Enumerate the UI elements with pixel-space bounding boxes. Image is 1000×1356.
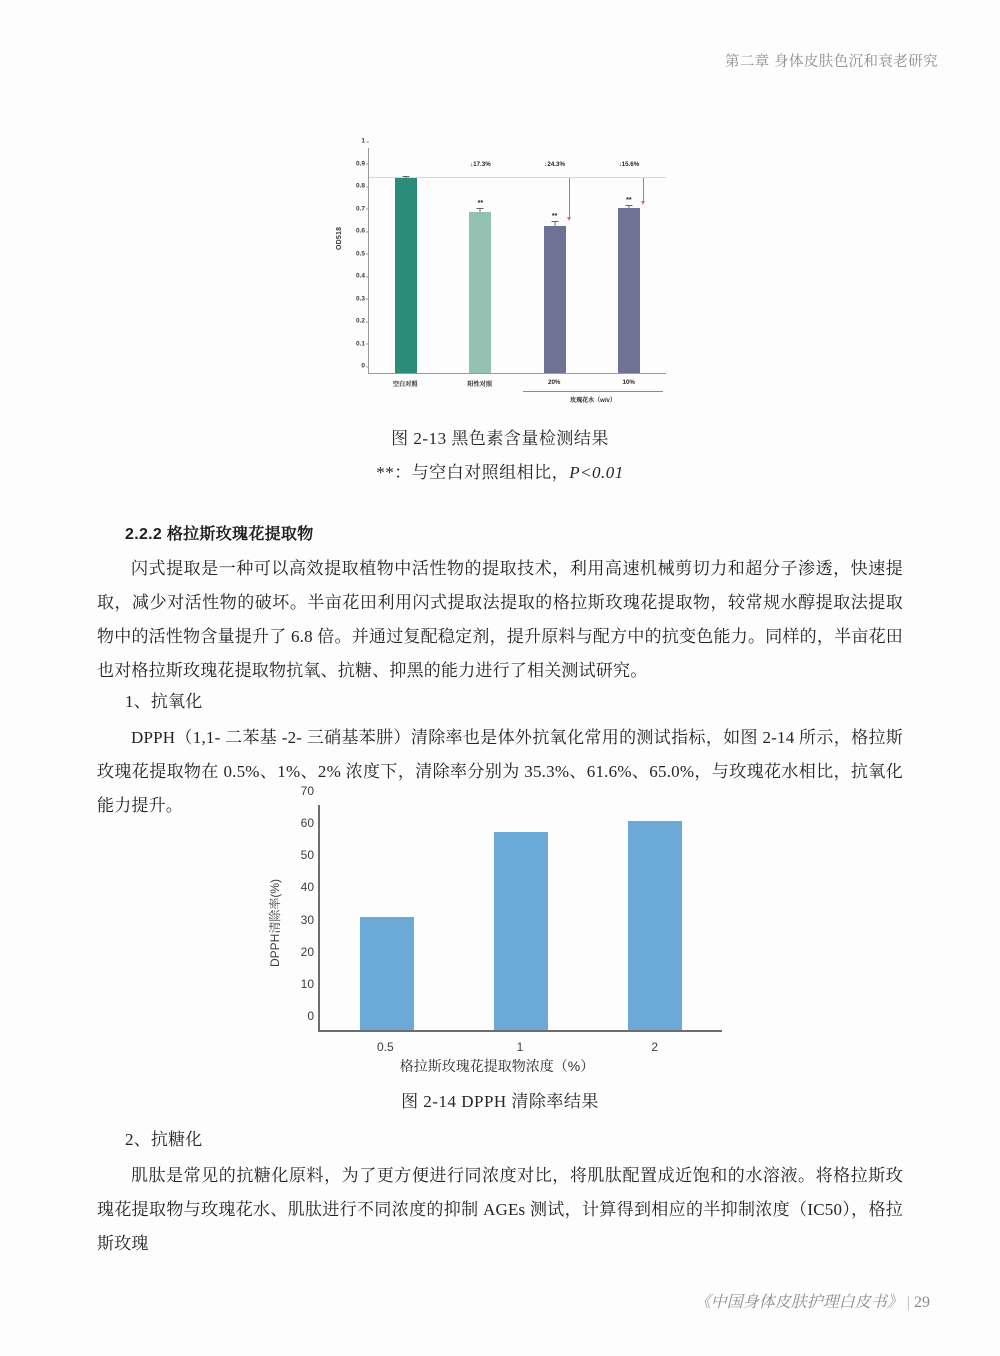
chart1-bar (618, 208, 640, 373)
chart2-y-tick: 70 (300, 784, 314, 798)
chart1-y-tick: 0.7 (345, 205, 365, 212)
paragraph-antiglycation-description: 肌肽是常见的抗糖化原料，为了更方便进行同浓度对比，将肌肽配置成近饱和的水溶液。将格拉斯玫瑰花提取物与玫瑰花水、肌肽进行不同浓度的抑制 AGEs 测试，计算得到相应的半抑制浓度（IC50），格拉斯玫瑰 (97, 1166, 903, 1253)
chart1-error-cap (625, 205, 632, 206)
chart1-y-tick: 0.9 (345, 160, 365, 167)
chart1-decrease-annotation: ↓24.3% (544, 161, 565, 169)
chart1-y-tick: 0.4 (345, 273, 365, 280)
chart2-y-tick: 30 (300, 912, 314, 927)
chart1-error-cap (477, 208, 484, 209)
chart1-y-tick: 0.3 (345, 295, 365, 302)
chart2-y-tick: 40 (300, 880, 314, 895)
chart1-error-bar (628, 206, 629, 209)
paragraph-dpph-description: DPPH（1,1- 二苯基 -2- 三硝基苯肼）清除率也是体外抗氧化常用的测试指标，如图 2-14 所示，格拉斯玫瑰花提取物在 0.5%、1%、2% 浓度下，清除率分别为 35.3%、61.6%、65.0%，与玫瑰花水相比，抗氧化能力提升。 (97, 728, 903, 815)
chart1-x-tick: 10% (622, 379, 635, 386)
chart1-error-bar (480, 209, 481, 212)
page-footer (695, 1289, 930, 1312)
chart1-y-tick: 1 (345, 138, 365, 145)
running-header: 第二章 身体皮肤色沉和衰老研究 (724, 54, 938, 70)
figure-melanin-chart (336, 137, 670, 412)
paragraph-extraction-intro: 闪式提取是一种可以高效提取植物中活性物的提取技术，利用高速机械剪切力和超分子渗透，快速提取，减少对活性物的破坏。半亩花田利用闪式提取法提取的格拉斯玫瑰花提取物，较常规水醇提取法提取物中的活性物含量提升了 6.8 倍。并通过复配稳定剂，提升原料与配方中的抗变色能力。同样的，半亩花田也对格拉斯玫瑰花提取物抗氧、抗糖、抑黑的能力进行了相关测试研究。 (97, 559, 903, 680)
list-item-antioxidant: 1、抗氧化 (125, 692, 203, 711)
chart1-x-tick: 空白对照 (392, 381, 418, 388)
chart1-bar (395, 178, 417, 373)
chart1-x-tick: 20% (548, 379, 561, 386)
chart2-bar (360, 917, 414, 1030)
chart2-y-tick: 50 (300, 848, 314, 863)
figure-dpph-chart (262, 784, 732, 1080)
figure1-note-prefix: **：与空白对照组相比， (376, 463, 570, 482)
chart1-y-axis-label: OD518 (336, 226, 343, 250)
chart1-arrow-line (643, 178, 644, 203)
figure1-caption: 图 2-13 黑色素含量检测结果 (391, 429, 609, 448)
chart1-arrow-head (641, 201, 645, 205)
chart2-x-axis-label: 格拉斯玫瑰花提取物浓度（%） (399, 1058, 595, 1074)
chart1-y-tick: 0.2 (345, 318, 365, 325)
chart2-y-tick: 20 (300, 944, 314, 959)
chart2-y-tick: 60 (300, 816, 314, 831)
chart2-x-tick: 1 (516, 1040, 524, 1054)
chart1-group-bracket (523, 391, 663, 392)
chart1-bar (544, 226, 566, 373)
chart1-error-cap (403, 176, 410, 177)
footer-page-number: 29 (914, 1294, 930, 1311)
section-heading-222: 2.2.2 格拉斯玫瑰花提取物 (125, 526, 314, 543)
chart1-arrow-line (569, 178, 570, 219)
chart2-plot-area (300, 784, 722, 1032)
chart1-significance-mark: ** (551, 213, 558, 221)
chart1-plot-area (355, 137, 666, 374)
figure2-caption: 图 2-14 DPPH 清除率结果 (401, 1092, 599, 1111)
chart2-x-tick: 2 (651, 1040, 658, 1054)
footer-separator: | (906, 1294, 910, 1311)
chart2-x-tick: 0.5 (376, 1040, 394, 1054)
chart2-y-axis-label: DPPH清除率(%) (268, 878, 282, 967)
chart1-decrease-annotation: ↓17.3% (470, 161, 491, 169)
chart1-bar (469, 212, 491, 373)
chart2-y-tick: 0 (307, 1009, 314, 1023)
chart1-x-tick: 阳性对照 (467, 381, 493, 388)
chart1-decrease-annotation: ↓15.6% (618, 161, 640, 169)
chart1-y-tick: 0.6 (345, 228, 365, 235)
chart1-group-label: 玫瑰花水（w/v） (570, 398, 616, 404)
chart1-y-tick: 0.1 (345, 340, 365, 347)
chart1-y-tick: 0 (345, 363, 365, 370)
chart1-significance-mark: ** (477, 200, 484, 208)
figure1-note (0, 458, 1000, 483)
footer-book-title: 《中国身体皮肤护理白皮书》 (694, 1294, 903, 1311)
chart1-y-tick: 0.5 (345, 250, 365, 257)
chart1-error-bar (554, 222, 555, 226)
chart2-bar (494, 832, 548, 1030)
chart1-error-cap (551, 221, 558, 222)
chart1-significance-mark: ** (626, 196, 632, 204)
list-item-antiglycation: 2、抗糖化 (125, 1130, 203, 1149)
chart1-y-tick: 0.8 (345, 183, 365, 190)
chart1-error-bar (406, 177, 407, 179)
chart2-bar (628, 821, 682, 1030)
chart1-arrow-head (567, 217, 571, 221)
figure1-note-stat: P<0.01 (569, 463, 624, 482)
chart2-y-tick: 10 (300, 976, 314, 991)
